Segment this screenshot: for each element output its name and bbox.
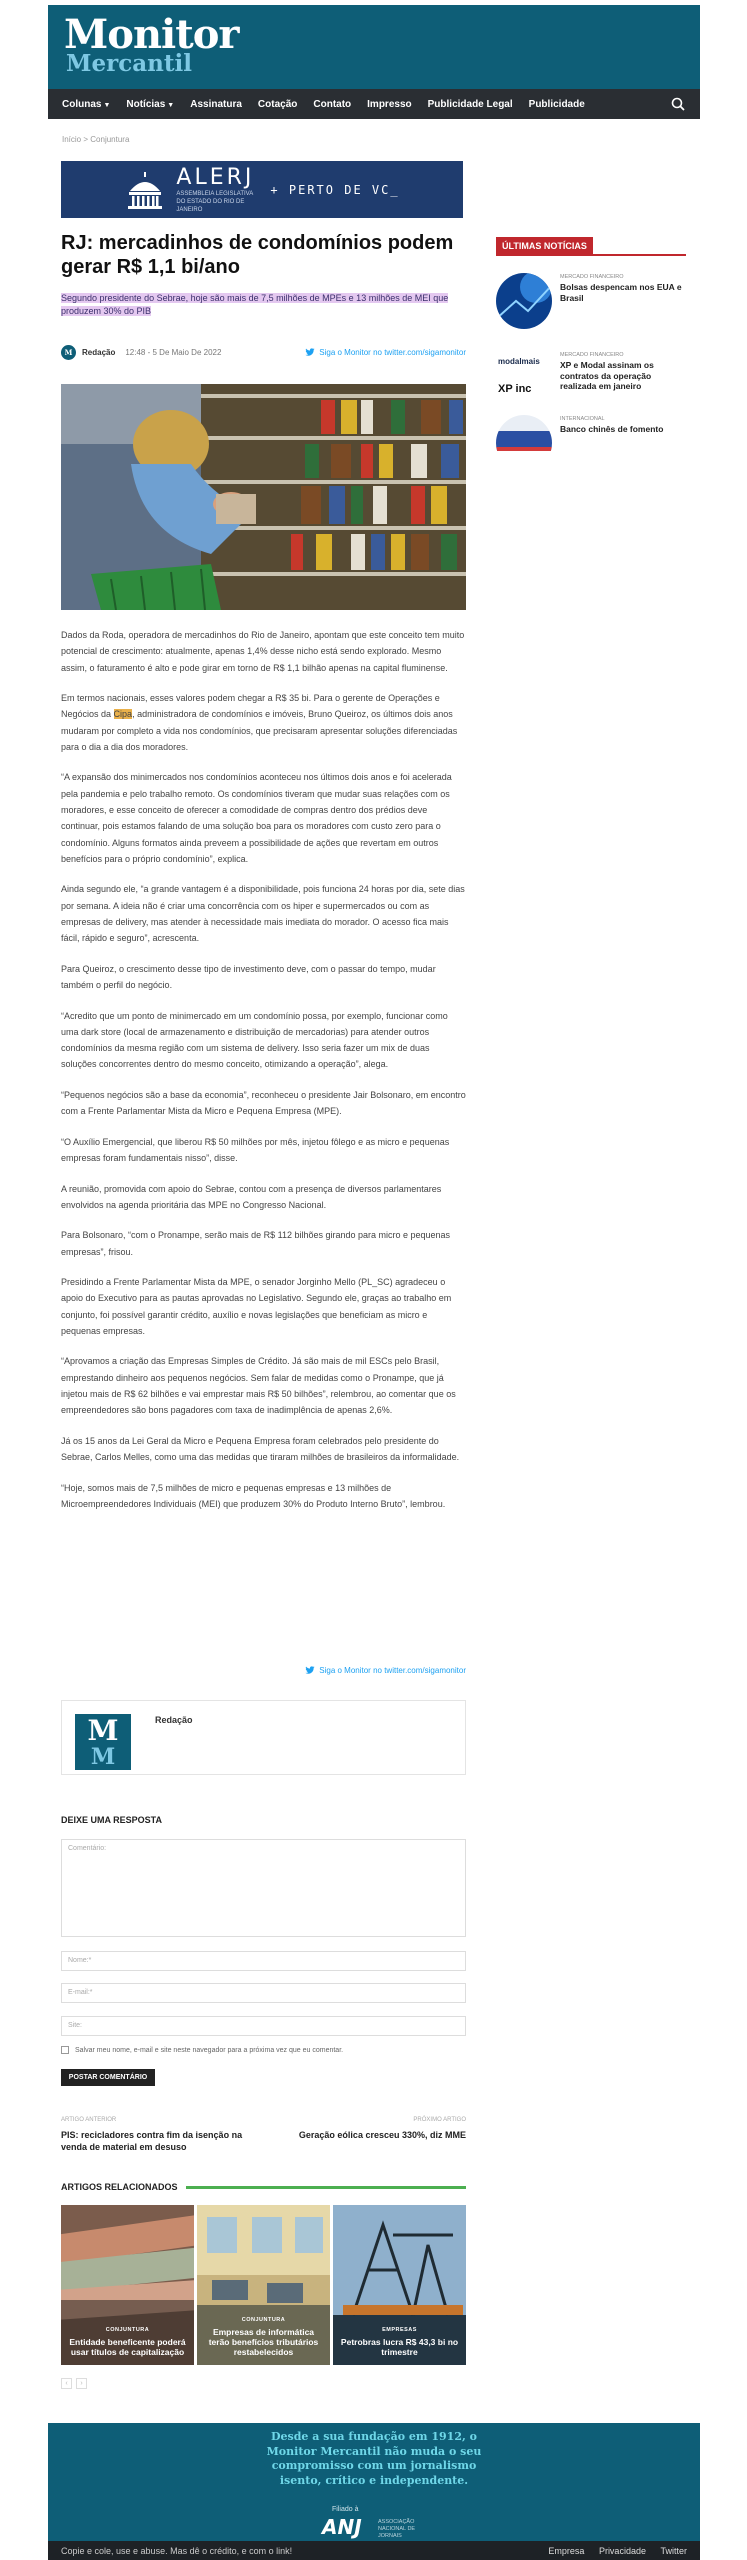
related-title[interactable]: Entidade beneficente poderá usar títulos de capitalização [69,2337,186,2357]
page [48,5,700,2560]
breadcrumb-home[interactable]: Início [62,135,82,144]
logo-line1[interactable]: Monitor [64,11,239,58]
supermarket-shopper-image [61,384,466,610]
related-caption [61,2327,194,2357]
related-articles-header: ARTIGOS RELACIONADOS [61,2181,466,2193]
twitter-bird-icon [305,348,315,357]
affiliated-label: Filiado à [332,2506,359,2513]
nav-publicidade-legal[interactable]: Publicidade Legal [427,98,513,110]
bottom-bar [48,2541,700,2560]
alerj-dome-logo [124,169,166,211]
post-comment-button[interactable]: POSTAR COMENTÁRIO [61,2069,155,2086]
latest-news-item[interactable] [496,351,686,409]
breadcrumb-current[interactable]: Conjuntura [90,135,130,144]
chevron-down-icon: ▼ [167,101,175,109]
author-box-name[interactable]: Redação [155,1715,193,1725]
next-article-label: PRÓXIMO ARTIGO [413,2117,466,2123]
twitter-follow-link-bottom[interactable]: Siga o Monitor no twitter.com/sigamonitor [279,1666,466,1675]
article-paragraph: “Hoje, somos mais de 7,5 milhões de micro e pequenas empresas e 13 milhões de Microempreendedores Individuais (MEI) que produzem 30% do Produto Interno Bruto”, lembrou. [61,1482,446,1509]
related-title[interactable]: Empresas de informática terão benefícios tributários restabelecidos [208,2327,319,2357]
nav-contato[interactable]: Contato [313,98,352,110]
author-logo[interactable]: M M [75,1714,131,1770]
latest-news-item[interactable] [496,415,686,451]
xp-inc-logo: XP inc [498,383,532,395]
save-info-checkbox[interactable] [61,2046,69,2054]
nav-impresso[interactable]: Impresso [367,98,412,110]
latest-news-category: INTERNACIONAL [560,416,605,422]
article-title: RJ: mercadinhos de condomínios podem gerar R$ 1,1 bi/ano [61,232,454,278]
cipa-link[interactable]: Cipa [113,709,133,720]
name-field[interactable]: Nome:* [61,1951,466,1971]
twitter-bird-icon [305,1666,315,1675]
nav-noticias[interactable]: Notícias ▼ [126,98,175,110]
logo-line2[interactable]: Mercantil [66,50,192,77]
next-article-link[interactable]: Geração eólica cresceu 330%, diz MME [298,2130,466,2140]
related-caption [333,2327,466,2357]
latest-news-heading: ÚLTIMAS NOTÍCIAS [496,237,593,255]
site-header [48,5,700,89]
footer-link-privacidade[interactable]: Privacidade [598,2545,646,2556]
article-paragraph: Em termos nacionais, esses valores podem chegar a R$ 35 bi. Para o gerente de Operações e Negócios da Cipa, administradora de condomínios e imóveis, Bruno Queiroz, os últimos dois anos mudaram por completo a vida nos condomínios, que precisaram apresentar soluções diferenciadas para o dia a dia dos moradores. [61,693,458,752]
related-article-card[interactable] [197,2205,330,2365]
breadcrumb-separator: > [83,135,89,144]
latest-news-thumb [496,351,552,407]
article-paragraph: Para Queiroz, o crescimento desse tipo de investimento deve, com o passar do tempo, mudar também o perfil do negócio. [61,963,436,991]
related-prev-button[interactable]: ‹ [61,2378,72,2389]
anj-name: ASSOCIAÇÃO NACIONAL DE JORNAIS [378,2519,416,2539]
latest-news-category: MERCADO FINANCEIRO [560,352,624,358]
article-paragraph: “Pequenos negócios são a base da economia”, reconheceu o presidente Jair Bolsonaro, em encontro com a Frente Parlamentar Mista da Micro e Pequena Empresa (MPE). [61,1089,466,1117]
prev-article-link[interactable]: PIS: recicladores contra fim da isenção na venda de material em desuso [61,2130,243,2152]
article-paragraph: Ainda segundo ele, “a grande vantagem é a disponibilidade, pois funciona 24 horas por dia, sete dias por semana. A ideia não é criar uma concorrência com os hiper e supermercados ou com as empresas de delivery, mas atender à necessidade mais imediata do morador. O acesso fica mais fácil, rápido e seguro”, acrescenta. [61,884,465,944]
related-article-card[interactable] [61,2205,194,2365]
latest-news-title[interactable]: Banco chinês de fomento [560,424,664,434]
modalmais-logo: modalmais [498,357,540,366]
author-name[interactable]: Redação [82,347,116,357]
twitter-follow-link[interactable]: Siga o Monitor no twitter.com/sigamonitor [305,348,466,357]
related-article-card[interactable] [333,2205,466,2365]
latest-news-item[interactable] [496,273,686,331]
article-paragraph: “O Auxílio Emergencial, que liberou R$ 50 milhões por mês, injetou fôlego e as micro e pequenas empresas foram fundamentais nisso”, disse. [61,1136,450,1164]
footer-quote: Desde a sua fundação em 1912, o Monitor Mercantil não muda o seu compromisso com um jornalismo isento, crítico e independente. [266,2430,482,2487]
alerj-ad-name: ALERJ [176,165,255,190]
related-accent-bar [186,2186,466,2189]
nav-publicidade[interactable]: Publicidade [528,98,585,110]
nav-assinatura[interactable]: Assinatura [190,98,242,110]
nav-cotacao[interactable]: Cotação [257,98,298,110]
copyright-text: Copie e cole, use e abuse. Mas dê o crédito, e com o link! [61,2545,293,2556]
article-paragraph: Presidindo a Frente Parlamentar Mista da MPE, o senador Jorginho Mello (PL_SC) agradeceu o apoio do Executivo para as pautas aprovadas no Legislativo. Segundo ele, graças ao trabalho em conjunto, foi possível garantir crédito, auxílio e novas legislações que beneficiam as micro e pequenas empresas. [61,1277,452,1336]
comment-textarea[interactable]: Comentário: [61,1839,466,1937]
latest-news-title[interactable]: XP e Modal assinam os contratos da operação realizada em janeiro [560,360,654,391]
article-paragraph: Para Bolsonaro, “com o Pronampe, serão mais de R$ 112 bilhões girando para micro e pequenas empresas”, frisou. [61,1230,451,1257]
site-field[interactable]: Site: [61,2016,466,2036]
related-caption [197,2317,330,2357]
author-box [61,1700,466,1775]
article-paragraph: Dados da Roda, operadora de mercadinhos do Rio de Janeiro, apontam que este conceito tem muito potencial de crescimento: atualmente, apenas 1,4% desse nicho está sendo explorado. Mesmo assim, o faturamento é alto e pode girar em torno de R$ 1,1 bilhão apenas na capital fluminense. [61,630,465,673]
breadcrumb [62,135,129,144]
chevron-down-icon: ▼ [103,101,111,109]
anj-logo[interactable]: ANJ [322,2515,362,2539]
nav-colunas[interactable]: Colunas ▼ [62,98,111,110]
article-date: 12:48 - 5 De Maio De 2022 [125,347,222,357]
article-paragraph: A reunião, promovida com apoio do Sebrae, contou com a presença de diversos parlamentares envolvidos na agenda prioritária das MPE no Congresso Nacional. [61,1183,442,1210]
article-photo [61,384,466,610]
alerj-ad-tagline: + PERTO DE VC_ [270,182,400,197]
footer-links [536,2546,687,2556]
site-footer [48,2423,700,2541]
article-paragraph: “Aprovamos a criação das Empresas Simples de Crédito. Já são mais de mil ESCs pelo Brasil, emprestando dinheiro aos pequenos negócios. Sem falar de medidas como o Pronampe, que já injetou mais de R$ 62 bilhões e vai emprestar mais R$ 50 bilhões”, relembrou, ao comentar que os empreendedores são bons pagadores com taxa de inadimplência de apenas 2,6%. [61,1356,456,1416]
save-info-label: Salvar meu nome, e-mail e site neste navegador para a próxima vez que eu comentar. [75,2046,344,2054]
comment-heading: DEIXE UMA RESPOSTA [61,1815,163,1825]
footer-link-twitter[interactable]: Twitter [660,2545,687,2556]
author-avatar[interactable]: M [61,345,76,360]
footer-link-empresa[interactable]: Empresa [548,2545,585,2556]
latest-news-category: MERCADO FINANCEIRO [560,274,624,280]
article-subtitle: Segundo presidente do Sebrae, hoje são mais de 7,5 milhões de MPEs e 13 milhões de MEI que produzem 30% do PIB [61,293,449,316]
save-info-checkbox-row[interactable] [61,2046,343,2054]
article-paragraph: Já os 15 anos da Lei Geral da Micro e Pequena Empresa foram celebrados pelo presidente do Sebrae, Carlos Melles, como uma das medidas que tiraram milhões de brasileiros da informalidade. [61,1435,460,1463]
latest-news-thumb [496,415,552,451]
alerj-ad-sub: ASSEMBLEIA LEGISLATIVA DO ESTADO DO RIO DE JANEIRO [176,191,253,213]
article-body [61,627,466,1526]
email-field[interactable]: E-mail:* [61,1983,466,2003]
latest-news-title[interactable]: Bolsas despencam nos EUA e Brasil [560,282,682,303]
latest-news-thumb [496,273,552,329]
related-next-button[interactable]: › [76,2378,87,2389]
article-meta [61,344,466,360]
article-paragraph: “Acredito que um ponto de minimercado em um condomínio possa, por exemplo, funcionar como uma dark store (local de armazenamento e distribuição de mercadorias) para atender outros condomínios da mesma região com um sistema de delivery. Isso seria fazer um mix de duas soluções concorrentes dentro do mesmo conceito, otimizando a operação”, alega. [61,1010,448,1070]
search-icon[interactable] [670,96,686,112]
alerj-ad-banner[interactable] [61,161,463,218]
related-category: CONJUNTURA [241,2317,286,2323]
related-category: EMPRESAS [382,2327,417,2333]
main-nav [48,89,700,119]
prev-article-label: ARTIGO ANTERIOR [61,2117,117,2123]
related-title[interactable]: Petrobras lucra R$ 43,3 bi no trimestre [340,2337,459,2357]
alerj-ad-text [176,165,256,214]
related-category: CONJUNTURA [105,2327,150,2333]
latest-news-underline [496,254,686,256]
article-paragraph: “A expansão dos minimercados nos condomínios aconteceu nos últimos dois anos e foi acelerada pela pandemia e pelo trabalho remoto. Os condomínios tiveram que mudar suas relações com os moradores, e esse conceito de oferecer a comodidade de compras dentro dos prédios deve continuar, pois estamos falando de uma solução boa para os moradores com custo zero para o condomínio. Alguns formatos ainda preveem a possibilidade de ações que revertam em outros benefícios para o próprio condomínio”, explica. [61,772,452,864]
